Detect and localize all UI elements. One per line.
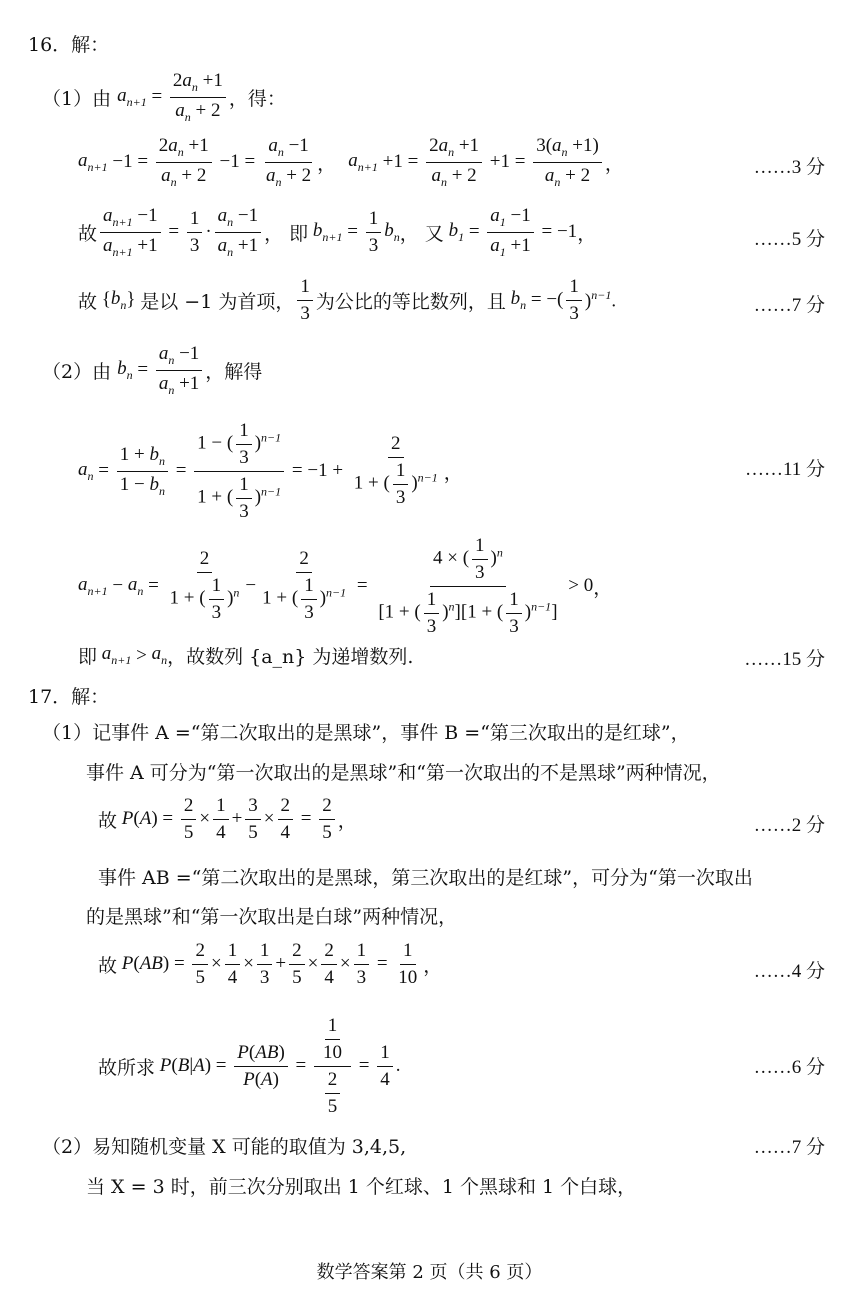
q16-conclusion: 即 $a_{n+1}$ > $a_n$ ，故数列 {a_n} 为递增数列.: [78, 643, 414, 668]
score-7b: ……7 分: [753, 1137, 825, 1158]
score-2: ……2 分: [753, 815, 825, 836]
score-7: ……7 分: [753, 295, 825, 316]
q17-eq-pab: 故 P ( AB ) = $\frac{2}{5}$ × $\frac{1}{4}$ × $\frac{1}{3}$ + $\frac{2}{5}$ × $\frac{2}{4}$ × $\frac{1}{3}$ = $\frac{1}{10}$ ，: [98, 940, 443, 988]
score-3: ……3 分: [753, 157, 825, 178]
score-5: ……5 分: [753, 229, 825, 250]
q16-eq-3: 故 { $b_n$ } 是以 −1 为首项， $\frac{1}{3}$ 为公比的等比数列，且 $b_n$ = −( $\frac{1}{3}$ )$^{n-1}$.: [78, 276, 617, 324]
q16-part2-intro: （2）由 $b_n$ = $\frac{a_n -1}{a_n +1}$ ，解得: [42, 343, 263, 397]
q17-p2-line1: （2）易知随机变量 X 可能的取值为 3,4,5,: [42, 1136, 407, 1158]
q17-p2-line2: 当 X = 3 时，前三次分别取出 1 个红球、1 个黑球和 1 个白球，: [86, 1176, 637, 1198]
q16-header: 16．解：: [28, 34, 110, 56]
q17-eq-pa: 故 P ( A ) = $\frac{2}{5}$ × $\frac{1}{4}$ + $\frac{3}{5}$ × $\frac{2}{4}$ = $\frac{2}{5}$ ，: [98, 795, 357, 843]
q16-eq-4: $a_n$ = $\frac{1 + b_n}{1 - b_n}$ = 1 − ( $\frac{1}{3}$ )$^{n-1}$ 1 + ( $\frac{1}{3}$ )$^{n-1}$ = −1 + 2 1 + ( $\frac{1}{3}$ )$^{n-1}$ ，: [78, 420, 463, 522]
q16-eq-1: $a_{n+1}$ −1 = $\frac{2a_n +1}{a_n + 2}$ −1 = $\frac{a_n -1}{a_n + 2}$ ， $a_{n+1}$ +1 = $\frac{2a_n +1}{a_n + 2}$ +1 = $\frac{3(a_n +1)}{a_n + 2}$ ，: [78, 135, 624, 189]
score-11: ……11 分: [744, 459, 825, 480]
q17-p1-line2: 事件 A 可分为“第一次取出的是黑球”和“第一次取出的不是黑球”两种情况，: [86, 762, 721, 784]
q17-p1-line3: 事件 AB =“第二次取出的是黑球，第三次取出的是红球”，可分为“第一次取出: [98, 867, 753, 889]
q16-eq-5: $a_{n+1}$ − $a_n$ = 2 1 + ( $\frac{1}{3}$ )$^n$ − 2 1 + ( $\frac{1}{3}$ )$^{n-1}$ = 4 × ( $\frac{1}{3}$ )$^n$ [1 + ( $\frac{1}{3}$ )$^n$][1 + ( $\frac{1}{3}$ )$^{n-1}$] > 0 ，: [78, 535, 613, 637]
q17-eq-pba: 故所求 P ( B | A ) = $\frac{P(AB)}{P(A)}$ = $\frac{\frac{1}{10}}{\frac{2}{5}}$ = $\frac{1}{4}$ .: [98, 1015, 401, 1117]
q16-eq-2: 故 $\frac{a_{n+1} -1}{a_{n+1} +1}$ = $\frac{1}{3}$ · $\frac{a_n -1}{a_n +1}$ ， 即 $b_{n+1}$ = $\frac{1}{3}$ $b_n$ ， 又 $b_1$ = $\frac{a_1 -1}{a_1 +1}$ = −1 ，: [78, 205, 597, 259]
score-4: ……4 分: [753, 961, 825, 982]
page-footer: 数学答案第 2 页（共 6 页）: [316, 1262, 543, 1283]
q16-part1-intro: （1）由 $a_{n+1}$ = $\frac{2a_n +1}{a_n + 2}$ ，得：: [42, 70, 286, 124]
score-15: ……15 分: [744, 649, 825, 670]
q17-p1-line4: 的是黑球”和“第一次取出是白球”两种情况，: [86, 906, 458, 928]
q17-p1-line1: （1）记事件 A =“第二次取出的是黑球”，事件 B =“第三次取出的是红球”，: [42, 722, 690, 744]
q17-header: 17．解：: [28, 686, 110, 708]
score-6: ……6 分: [753, 1057, 825, 1078]
